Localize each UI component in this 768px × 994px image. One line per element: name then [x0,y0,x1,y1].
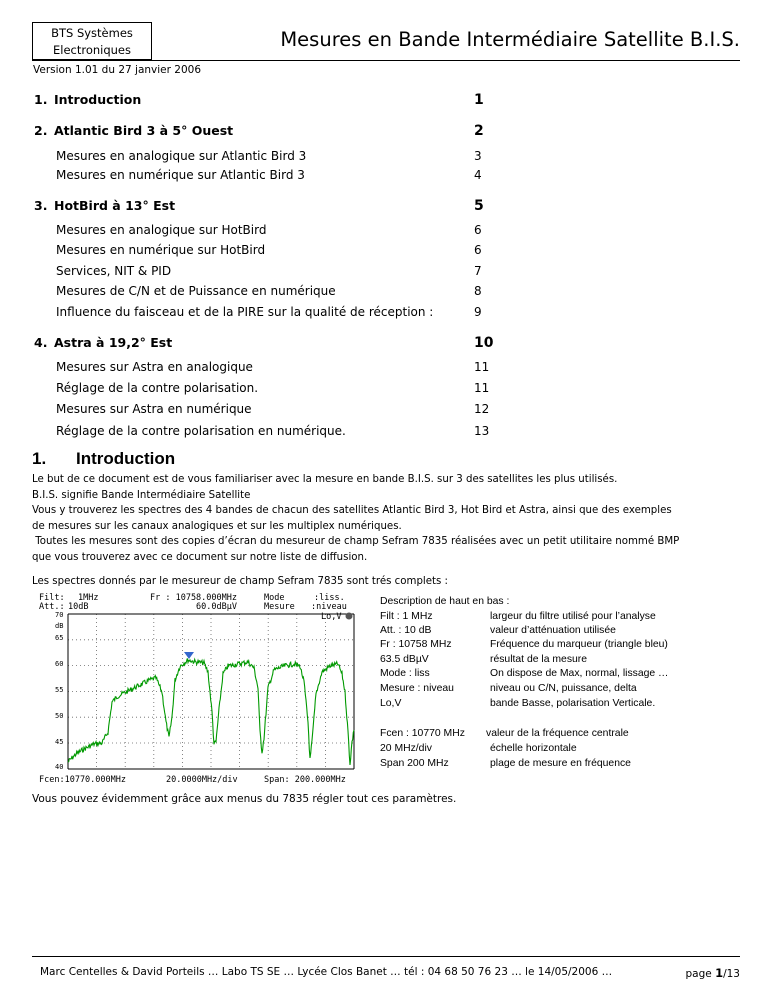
section-title: Introduction [76,449,176,468]
y-tick-label: 70 [55,611,64,619]
page-number [686,966,741,980]
spectrum-att-label: Att.: [39,602,65,612]
description-key: Fr : 10758 MHz [380,639,452,650]
toc-num: 4. [34,335,48,350]
spectrum-fcen: Fcen:10770.000MHz [39,775,126,785]
school-line-1: BTS Systèmes [51,26,133,40]
toc-label: Mesures de C/N et de Puissance en numérique [56,284,336,298]
description-key: Fcen : 10770 MHz [380,728,465,739]
toc-entry[interactable] [34,123,494,145]
toc-label: Réglage de la contre polarisation. [56,381,259,395]
spectrum-filt-value: 1MHz [78,593,99,603]
school-line-2: Electroniques [52,43,132,57]
toc-label: Réglage de la contre polarisation en numérique. [56,424,346,438]
description-value: plage de mesure en fréquence [490,758,631,769]
toc-entry[interactable] [34,305,494,327]
description-key: 63.5 dBµV [380,654,429,665]
toc-page: 8 [474,284,482,298]
toc-label: Mesures en numérique sur HotBird [56,243,266,257]
toc-page: 10 [474,335,494,351]
version-text: Version 1.01 du 27 janvier 2006 [33,64,201,76]
paragraph-line: que vous trouverez avec ce document sur notre liste de diffusion. [32,551,368,563]
closing-text: Vous pouvez évidemment grâce aux menus du 7835 régler tout ces paramètres. [32,793,457,805]
spectrum-filt-label: Filt: [39,593,65,603]
toc-label: HotBird à 13° Est [54,198,176,213]
footer-text: Marc Centelles & David Porteils … Labo TS SE … Lycée Clos Banet … tél : 04 68 50 76 23 … le 14/05/2006 … [40,966,613,978]
marker-triangle-icon [184,652,194,659]
paragraph-line: B.I.S. signifie Bande Intermédiaire Satellite [32,489,251,501]
description-value: bande Basse, polarisation Verticale. [490,698,656,709]
toc-num: 3. [34,198,48,213]
toc-page: 11 [474,381,490,395]
description-value: niveau ou C/N, puissance, delta [490,683,637,694]
spectrum-screenshot [38,592,358,786]
description-value: On dispose de Max, normal, lissage … [490,668,669,679]
y-tick-label: 50 [55,712,64,720]
toc-page: 6 [474,243,482,257]
toc-entry[interactable] [34,198,494,220]
toc-entry[interactable] [34,360,494,382]
paragraph-line: Le but de ce document est de vous familiariser avec la mesure en bande B.I.S. sur 3 des satellites les plus utilisés. [32,474,618,485]
intro-paragraph [32,472,742,565]
header-divider [32,60,740,61]
toc-page: 6 [474,223,482,237]
toc-label: Mesures sur Astra en analogique [56,360,253,374]
toc-label: Introduction [54,92,142,107]
section-heading [32,449,175,469]
description-key: 20 MHz/div [380,743,432,754]
spectrum-lov-label: Lo,V [321,612,342,622]
toc-entry[interactable] [34,223,494,245]
toc-page: 7 [474,264,482,278]
toc-label: Astra à 19,2° Est [54,335,173,350]
description-value: échelle horizontale [490,743,577,754]
description-value: largeur du filtre utilisé pour l’analyse [490,611,656,622]
toc-label: Mesures en numérique sur Atlantic Bird 3 [56,168,305,182]
spectrum-mode-value: :liss. [314,593,345,603]
y-tick-label: 40 [55,763,64,771]
spectrum-intro: Les spectres donnés par le mesureur de champ Sefram 7835 sont trés complets : [32,576,448,587]
paragraph-line: Vous y trouverez les spectres des 4 bandes de chacun des satellites Atlantic Bird 3, Hot Bird et Astra, ainsi que des exemples [32,505,672,516]
paragraph-line: de mesures sur les canaux analogiques et sur les multiplex numériques. [32,520,402,532]
paragraph-line: Toutes les mesures sont des copies d’écran du mesureur de champ Sefram 7835 réalisées avec un petit utilitaire nommé BMP [32,536,680,547]
description-title: Description de haut en bas : [380,596,510,607]
description-key: Filt : 1 MHz [380,611,433,622]
toc-page: 11 [474,360,490,374]
toc-entry[interactable] [34,284,494,306]
toc-entry[interactable] [34,402,494,424]
toc-page: 1 [474,92,484,108]
y-tick-label: 65 [55,634,64,642]
toc-label: Influence du faisceau et de la PIRE sur la qualité de réception : [56,305,434,319]
spectrum-mesure-value: :niveau [311,602,347,612]
toc-page: 5 [474,198,484,214]
spectrum-level-value: 60.0dBµV [196,602,237,612]
y-tick-label: 60 [55,660,64,668]
spectrum-scale: 20.0000MHz/div [166,775,238,785]
page-label: page [685,968,712,980]
description-value: résultat de la mesure [490,654,588,665]
section-number: 1. [32,449,47,468]
description-value: valeur de la fréquence centrale [486,728,629,739]
toc-page: 9 [474,305,482,319]
toc-entry[interactable] [34,381,494,403]
toc-page: 2 [474,123,484,139]
document-title: Mesures en Bande Intermédiaire Satellite B.I.S. [280,28,740,51]
spectrum-att-value: 10dB [68,602,89,612]
lnb-indicator-icon [346,613,353,620]
toc-label: Atlantic Bird 3 à 5° Ouest [54,123,234,138]
description-key: Mode : liss [380,668,430,679]
description-key: Mesure : niveau [380,683,454,694]
y-unit-label: dB [55,622,64,630]
page-current: 1 [715,966,724,980]
description-key: Span 200 MHz [380,758,449,769]
toc-label: Mesures en analogique sur HotBird [56,223,267,237]
y-tick-label: 45 [55,738,64,746]
toc-entry[interactable] [34,264,494,286]
toc-label: Services, NIT & PID [56,264,172,278]
toc-entry[interactable] [34,243,494,265]
spectrum-mode-label: Mode [264,593,285,603]
toc-page: 4 [474,168,482,182]
toc-label: Mesures en analogique sur Atlantic Bird 3 [56,149,307,163]
school-box [32,22,152,60]
spectrum-fr-value: Fr : 10758.000MHz [150,593,237,603]
toc-entry[interactable] [34,168,494,190]
toc-entry[interactable] [34,424,494,446]
toc-label: Mesures sur Astra en numérique [56,402,252,416]
spectrum-span: Span: 200.000MHz [264,775,346,785]
toc-page: 12 [474,402,490,416]
spectrum-mesure-label: Mesure [264,602,295,612]
toc-num: 1. [34,92,48,107]
toc-entry[interactable] [34,92,494,114]
page-total: /13 [723,968,740,980]
y-tick-label: 55 [55,686,64,694]
toc-num: 2. [34,123,48,138]
description-value: Fréquence du marqueur (triangle bleu) [490,639,668,650]
description-key: Att. : 10 dB [380,625,432,636]
toc-page: 13 [474,424,490,438]
toc-entry[interactable] [34,335,494,357]
toc-page: 3 [474,149,482,163]
description-key: Lo,V [380,698,402,709]
description-value: valeur d’atténuation utilisée [490,625,616,636]
footer-divider [32,956,740,957]
